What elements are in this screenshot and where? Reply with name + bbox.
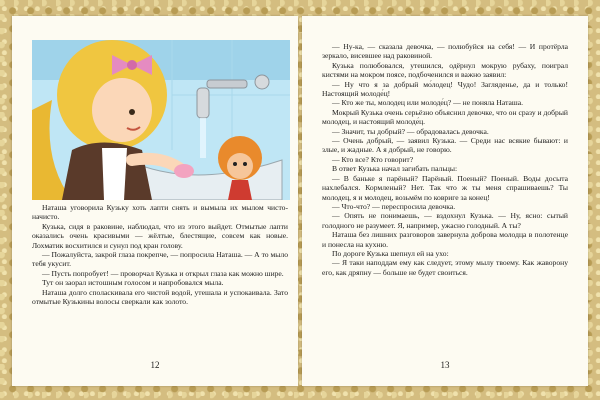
paragraph: — Я таки наподдам ему как следует, этому мылу твоему. Как жаворону его, как дряпну — больше не будет своиться.: [322, 258, 568, 277]
paragraph: Наташа без лишних разговоров завернула доброва молодца в полотенце и понесла на кухню.: [322, 230, 568, 249]
paragraph: — Кто же ты, молодец или молоде́ц? — не поняла Наташа.: [332, 98, 523, 108]
illustration-girl-washing-kuzka: [32, 40, 290, 200]
left-page: [12, 16, 298, 386]
paragraph: — Пожалуйста, закрой глаза покрепче, — попросила Наташа. — А то мыло тебя укусит.: [32, 250, 288, 269]
paragraph: Тут он заорал истошным голосом и напробовался мыла.: [42, 278, 224, 288]
paragraph: По дороге Кузька шепнул ей на ухо:: [332, 248, 449, 258]
paragraph: В ответ Кузька начал загибать пальцы:: [332, 164, 458, 174]
page-number: 12: [150, 360, 160, 370]
paragraph: — Кто все? Кто говорит?: [332, 154, 414, 164]
paragraph: Наташа уговорила Кузьку хоть лапти снять и вымыла их мылом чисто-начисто.: [32, 203, 288, 222]
paragraph: — Ну-ка, — сказала девочка, — полюбуйся на себя! — И протёрла зеркало, висевшее над раковиной.: [322, 42, 568, 61]
page-number: 13: [440, 360, 450, 370]
paragraph: — В баньке я парёный? Парёный. Поеный? Поеный. Воды досыта нахлебался. Кормленый? Нет. Так что ж ты меня спрашиваешь? Ты молодец, я и молодец, возьмём по ковриге за конец!: [322, 173, 568, 202]
paragraph: — Значит, ты добрый? — обрадовалась девочка.: [332, 126, 489, 136]
paragraph: — Опять не понимаешь, — вздохнул Кузька. — Ну, ясно: сытый голодного не разумеет. Я, например, ужасно голодный. А ты?: [322, 211, 568, 230]
paragraph: Кузька полюбовался, утешился, одёрнул мокрую рубаху, поиграл кистями на мокром поясе, подбоченился и важно заявил:: [322, 60, 568, 80]
paragraph: — Пусть попробует! — проворчал Кузька и открыл глаза как можно шире.: [42, 268, 284, 278]
right-page: [302, 16, 588, 386]
paragraph: Мокрый Кузька очень серьёзно объяснил девочке, что он сразу и добрый молодец, и настоящий молоде́ц.: [322, 107, 568, 127]
right-page-text: [322, 42, 568, 277]
left-page-text: [32, 203, 288, 306]
paragraph: — Очень добрый, — заявил Кузька. — Среди нас всякие бывают: и злые, и жадные. А я добрый, не говорю.: [322, 136, 568, 155]
paragraph: — Ну что я за добрый мо́лодец! Чудо! Загляденье, да и только! Настоящий молоде́ц!: [322, 79, 568, 99]
paragraph: Наташа долго споласкивала его чистой водой, утешала и успокаивала. Зато отмытые Кузькины волосы сверкали как золото.: [32, 287, 288, 307]
paragraph: — Что-что? — переспросила девочка.: [332, 201, 456, 211]
paragraph: Кузька, сидя в раковине, наблюдал, что из этого выйдет. Отмытые лапти оказались очень красивыми — жёлтые, блестящие, совсем как новые. Лохматик восхитился и сунул под кран голову.: [32, 221, 288, 250]
